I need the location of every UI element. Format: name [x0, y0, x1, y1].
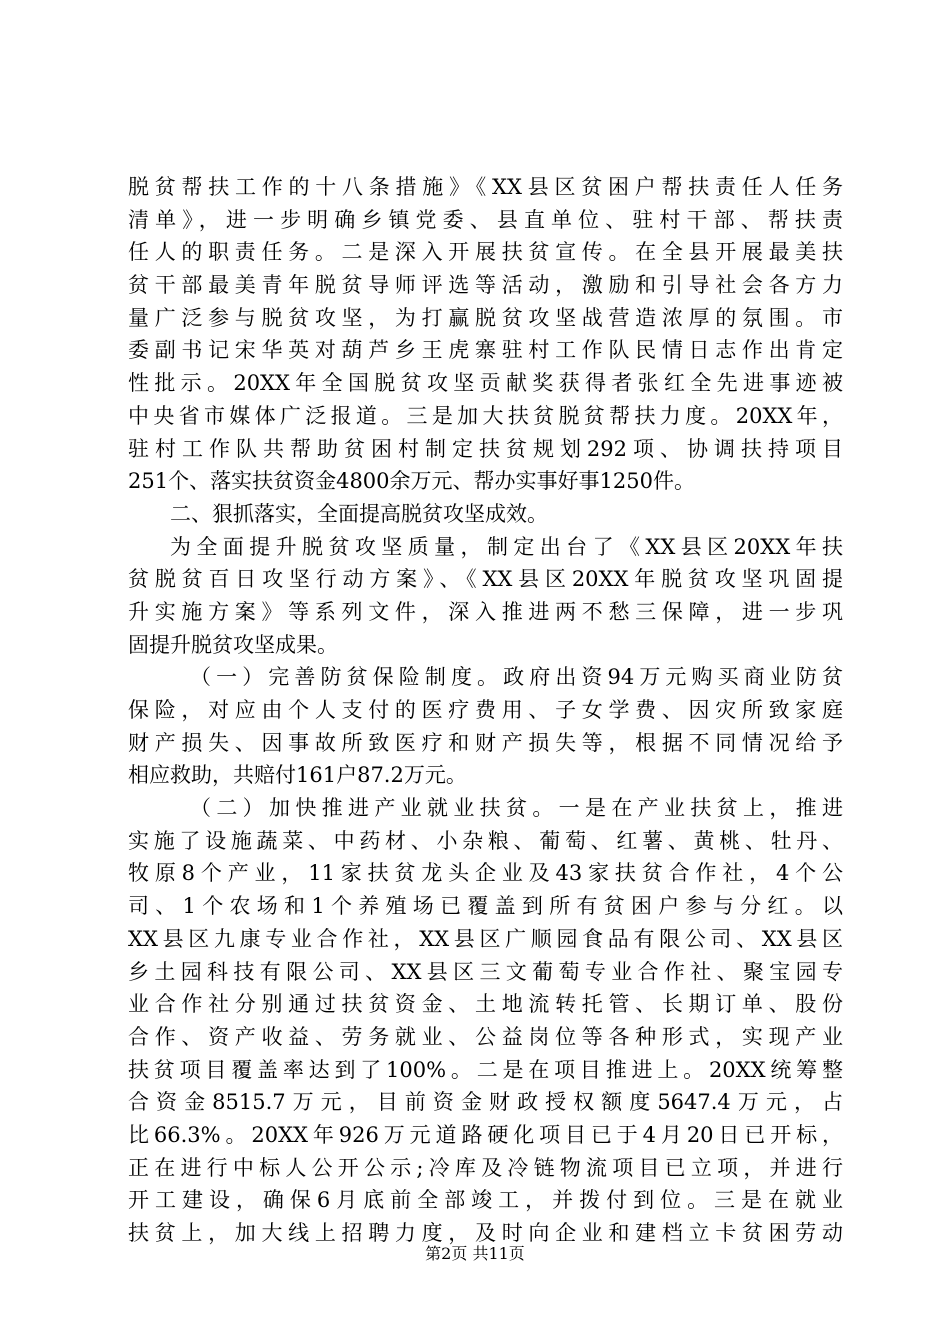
text-line: 财产损失、因事故所致医疗和财产损失等，根据不同情况给予: [128, 730, 843, 755]
text-line: （一）完善防贫保险制度。政府出资94万元购买商业防贫: [190, 665, 843, 690]
text-line: 贫脱贫百日攻坚行动方案》、《XX县区20XX年脱贫攻坚巩固提: [128, 567, 843, 592]
text-line: 251个、落实扶贫资金4800余万元、帮办实事好事1250件。: [128, 469, 695, 494]
text-line: 保险，对应由个人支付的医疗费用、子女学费、因灾所致家庭: [128, 698, 843, 722]
text-line: 扶贫项目覆盖率达到了100%。二是在项目推进上。20XX统筹整: [128, 1057, 843, 1082]
text-line: 牧原8个产业，11家扶贫龙头企业及43家扶贫合作社，4个公: [128, 861, 843, 886]
text-line: 清单》，进一步明确乡镇党委、县直单位、驻村干部、帮扶责: [128, 207, 843, 232]
text-line: XX县区九康专业合作社，XX县区广顺园食品有限公司、XX县区: [128, 926, 843, 951]
text-line: 升实施方案》等系列文件，深入推进两不愁三保障，进一步巩: [128, 599, 843, 624]
text-line: （二）加快推进产业就业扶贫。一是在产业扶贫上，推进: [190, 796, 843, 821]
text-line: 乡土园科技有限公司、XX县区三文葡萄专业合作社、聚宝园专: [128, 959, 843, 984]
text-line: 任人的职责任务。二是深入开展扶贫宣传。在全县开展最美扶: [128, 240, 843, 265]
text-line: 业合作社分别通过扶贫资金、土地流转托管、长期订单、股份: [128, 992, 843, 1017]
text-line: 脱贫帮扶工作的十八条措施》《XX县区贫困户帮扶责任人任务: [128, 175, 843, 199]
text-line: 为全面提升脱贫攻坚质量，制定出台了《XX县区20XX年扶: [170, 534, 843, 559]
text-line: 性批示。20XX年全国脱贫攻坚贡献奖获得者张红全先进事迹被: [128, 371, 843, 396]
text-line: 中央省市媒体广泛报道。三是加大扶贫脱贫帮扶力度。20XX年，: [128, 403, 843, 428]
document-body: [128, 171, 843, 1250]
text-line: 比66.3%。20XX年926万元道路硬化项目已于4月20日已开标，: [128, 1122, 843, 1147]
text-line: 正在进行中标人公开公示;冷库及冷链物流项目已立项，并进行: [128, 1155, 843, 1180]
text-line: 量广泛参与脱贫攻坚，为打赢脱贫攻坚战营造浓厚的氛围。市: [128, 305, 843, 330]
text-line: 固提升脱贫攻坚成果。: [128, 632, 338, 657]
text-line: 司、1个农场和1个养殖场已覆盖到所有贫困户参与分红。以: [128, 894, 843, 919]
text-line: 扶贫上，加大线上招聘力度，及时向企业和建档立卡贫困劳动: [128, 1221, 843, 1245]
text-line: 贫干部最美青年脱贫导师评选等活动，激励和引导社会各方力: [128, 273, 843, 298]
text-line: 合作、资产收益、劳务就业、公益岗位等各种形式，实现产业: [128, 1024, 843, 1049]
text-line: 实施了设施蔬菜、中药材、小杂粮、葡萄、红薯、黄桃、牡丹、: [128, 828, 843, 853]
section-heading: 二、狠抓落实，全面提高脱贫攻坚成效。: [170, 501, 548, 526]
text-line: 合资金8515.7万元，目前资金财政授权额度5647.4万元，占: [128, 1090, 843, 1115]
page-number-footer: 第2页 共11页: [425, 1244, 525, 1263]
text-line: 开工建设，确保6月底前全部竣工，并拨付到位。三是在就业: [128, 1188, 843, 1213]
text-line: 委副书记宋华英对葫芦乡王虎寨驻村工作队民情日志作出肯定: [128, 338, 843, 363]
text-line: 驻村工作队共帮助贫困村制定扶贫规划292项、协调扶持项目: [128, 436, 843, 461]
text-line: 相应救助，共赔付161户87.2万元。: [128, 763, 467, 788]
